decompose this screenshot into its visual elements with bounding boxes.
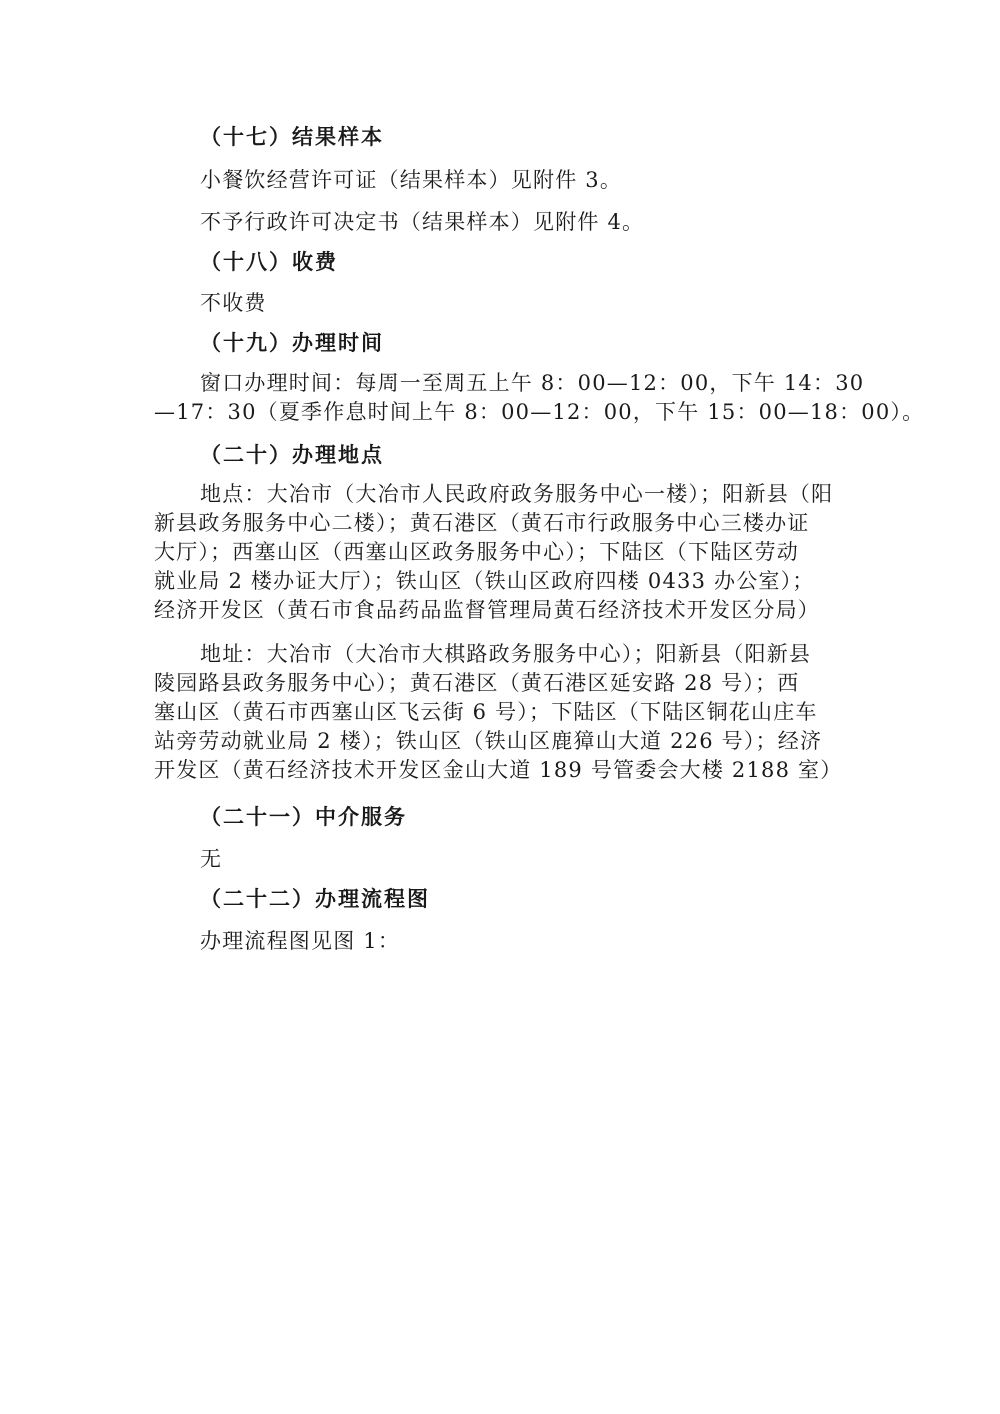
section-19-line: 窗口办理时间：每周一至周五上午 8：00—12：00，下午 14：30 bbox=[200, 371, 865, 395]
address-line: 陵园路县政务服务中心）；黄石港区（黄石港区延安路 28 号）；西 bbox=[154, 671, 800, 695]
place-line: 地点：大冶市（大冶市人民政府政务服务中心一楼）；阳新县（阳 bbox=[200, 482, 834, 506]
address-line: 站旁劳动就业局 2 楼）；铁山区（铁山区鹿獐山大道 226 号）；经济 bbox=[154, 729, 823, 753]
address-line: 开发区（黄石经济技术开发区金山大道 189 号管委会大楼 2188 室） bbox=[154, 758, 843, 782]
section-22-heading: （二十二）办理流程图 bbox=[200, 886, 430, 911]
section-17-heading: （十七）结果样本 bbox=[200, 124, 384, 149]
section-19-line: —17：30（夏季作息时间上午 8：00—12：00，下午 15：00—18：00）。 bbox=[154, 400, 925, 424]
section-21-line-1: 无 bbox=[200, 847, 223, 871]
section-19-paragraph bbox=[154, 369, 925, 427]
section-17-line-2: 不予行政许可决定书（结果样本）见附件 4。 bbox=[200, 210, 645, 234]
section-20-address-paragraph bbox=[154, 640, 854, 785]
section-19-heading: （十九）办理时间 bbox=[200, 330, 384, 355]
address-line: 地址：大冶市（大冶市大棋路政务服务中心）；阳新县（阳新县 bbox=[200, 642, 812, 666]
place-line: 新县政务服务中心二楼）；黄石港区（黄石市行政服务中心三楼办证 bbox=[154, 511, 810, 535]
place-line: 大厅）；西塞山区（西塞山区政务服务中心）；下陆区（下陆区劳动 bbox=[154, 540, 799, 564]
section-18-line-1: 不收费 bbox=[200, 291, 267, 315]
section-17-line-1: 小餐饮经营许可证（结果样本）见附件 3。 bbox=[200, 168, 623, 192]
place-line: 经济开发区（黄石市食品药品监督管理局黄石经济技术开发区分局） bbox=[154, 598, 820, 622]
section-22-line-1: 办理流程图见图 1： bbox=[200, 929, 401, 953]
section-21-heading: （二十一）中介服务 bbox=[200, 804, 407, 829]
section-18-heading: （十八）收费 bbox=[200, 249, 338, 274]
section-20-place-paragraph bbox=[154, 480, 854, 625]
place-line: 就业局 2 楼办证大厅）；铁山区（铁山区政府四楼 0433 办公室）； bbox=[154, 569, 815, 593]
address-line: 塞山区（黄石市西塞山区飞云街 6 号）；下陆区（下陆区铜花山庄车 bbox=[154, 700, 818, 724]
section-20-heading: （二十）办理地点 bbox=[200, 442, 384, 467]
